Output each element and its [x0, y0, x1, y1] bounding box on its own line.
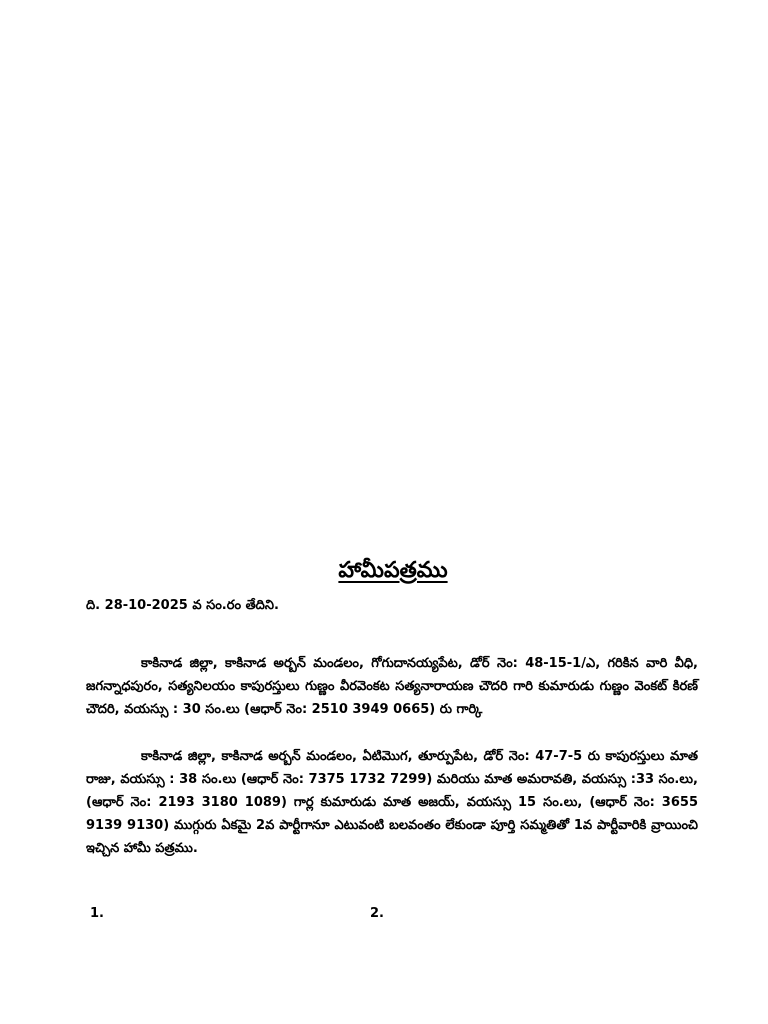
signature-slot-2: 2. [370, 906, 384, 921]
document-title: హామీపత్రము [338, 558, 448, 583]
date-line: ది. 28-10-2025 వ సం.రం తేదిని. [86, 598, 279, 613]
first-party-paragraph: కాకినాడ జిల్లా, కాకినాడ అర్బన్ మండలం, గోగుదానయ్యపేట, డోర్ నెం: 48-15-1/ఎ, గరికిన వారి వీధి, జగన్నాధపురం, సత్యనిలయం కాపురస్తులు గుణ్ణం వీరవెంకట సత్యనారాయణ చౌదరి గారి కుమారుడు గుణ్ణం వెంకట్ కిరణ్ చౌదరి, వయస్సు : 30 సం.లు (ఆధార్ నెం: 2510 3949 0665) రు గార్కి [86, 656, 698, 717]
second-party-paragraph: కాకినాడ జిల్లా, కాకినాడ అర్బన్ మండలం, ఏటిమొగ, తూర్పుపేట, డోర్ నెం: 47-7-5 రు కాపురస్తులు మాత రాజు, వయస్సు : 38 సం.లు (ఆధార్ నెం: 7375 1732 7299) మరియు మాత అమరావతి, వయస్సు :33 సం.లు, (ఆధార్ నెం: 2193 3180 1089) గార్ల కుమారుడు మాత అజయ్, వయస్సు 15 సం.లు, (ఆధార్ నెం: 3655 9139 9130) ముగ్గురు ఏకమై 2వ పార్టీగానూ ఎటువంటి బలవంతం లేకుండా పూర్తి సమ్మతితో 1వ పార్టీవారికి వ్రాయించి ఇచ్చిన హామీ పత్రము. [86, 749, 698, 856]
signature-slot-1: 1. [90, 906, 104, 921]
